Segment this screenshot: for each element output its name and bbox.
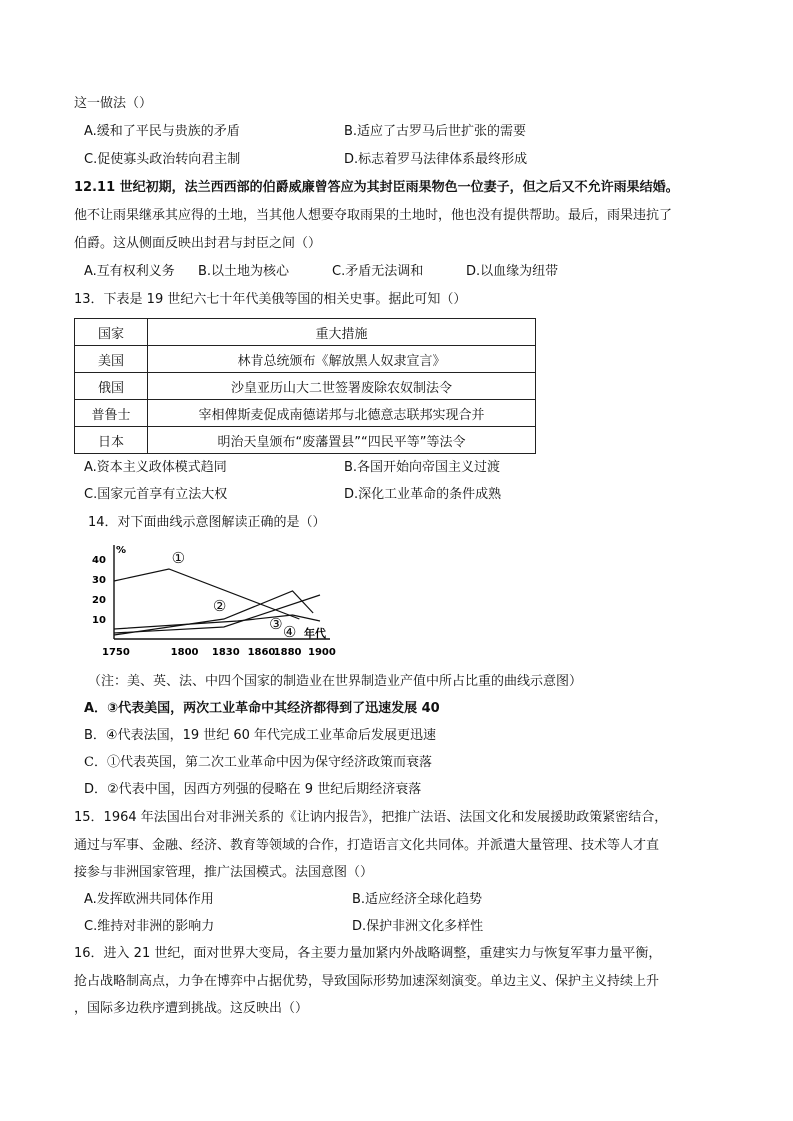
q16-stem-line-3: ，国际多边秩序遭到挑战。这反映出（）: [74, 1001, 309, 1016]
y-tick-label: 10: [92, 615, 106, 626]
q11-option-b: B.适应了古罗马后世扩张的需要: [344, 124, 527, 139]
table-header-country: 国家: [75, 319, 148, 346]
q15-option-d: D.保护非洲文化多样性: [352, 919, 484, 934]
table-cell-country: 俄国: [75, 373, 148, 400]
q15-option-b: B.适应经济全球化趋势: [352, 892, 483, 907]
manufacturing-share-chart: [90, 543, 340, 661]
table-row: [75, 346, 536, 373]
table-cell-measure: 林肯总统颁布《解放黑人奴隶宣言》: [148, 346, 536, 373]
q14-note: （注：美、英、法、中四个国家的制造业在世界制造业产值中所占比重的曲线示意图）: [88, 674, 583, 689]
q12-stem-line-2: 他不让雨果继承其应得的土地，当其他人想要夺取雨果的土地时，他也没有提供帮助。最后，雨果违抗了: [74, 208, 673, 223]
table-row: [75, 373, 536, 400]
table-cell-country: 日本: [75, 427, 148, 454]
q15-stem-line-1: 15．1964 年法国出台对非洲关系的《让讷内报告》，把推广法语、法国文化和发展援助政策紧密结合，: [74, 810, 668, 825]
table-row: [75, 400, 536, 427]
q12-stem-line-1: 12.11 世纪初期，法兰西西部的伯爵威廉曾答应为其封臣雨果物色一位妻子，但之后又不允许雨果结婚。: [74, 180, 679, 195]
q13-option-c: C.国家元首享有立法大权: [84, 487, 228, 502]
y-tick-label: 20: [92, 595, 106, 606]
table-row: [75, 427, 536, 454]
q15-stem-line-2: 通过与军事、金融、经济、教育等领域的合作，打造语言文化共同体。并派遣大量管理、技术等人才直: [74, 838, 660, 853]
y-tick-label: 40: [92, 555, 106, 566]
q14-option-a: A．③代表美国，两次工业革命中其经济都得到了迅速发展 40: [84, 701, 440, 716]
q11-option-c: C.促使寡头政治转向君主制: [84, 152, 241, 167]
table-header-row: [75, 319, 536, 346]
q11-option-d: D.标志着罗马法律体系最终形成: [344, 152, 528, 167]
chart-axes: [114, 545, 330, 639]
x-tick-label: 1860: [247, 647, 276, 658]
table-cell-measure: 宰相俾斯麦促成南德诺邦与北德意志联邦实现合并: [148, 400, 536, 427]
y-axis-unit-label: %: [116, 545, 127, 556]
q14-option-c: C．①代表英国，第二次工业革命中因为保守经济政策而衰落: [84, 755, 432, 770]
y-tick-label: 30: [92, 575, 106, 586]
table-cell-country: 美国: [75, 346, 148, 373]
x-tick-label: 1900: [308, 647, 336, 658]
table-cell-measure: 明治天皇颁布“废藩置县”“四民平等”等法令: [148, 427, 536, 454]
q14-option-d: D．②代表中国，因西方列强的侵略在 9 世纪后期经济衰落: [84, 782, 422, 797]
q13-history-table: [74, 318, 536, 454]
x-tick-label: 1800: [170, 647, 199, 658]
q13-option-b: B.各国开始向帝国主义过渡: [344, 460, 501, 475]
table-header-measure: 重大措施: [148, 319, 536, 346]
q16-stem-line-1: 16．进入 21 世纪，面对世界大变局，各主要力量加紧内外战略调整，重建实力与恢复军事力量平衡，: [74, 946, 662, 961]
table-cell-country: 普鲁士: [75, 400, 148, 427]
x-tick-label: 1750: [102, 647, 130, 658]
q14-option-b: B．④代表法国，19 世纪 60 年代完成工业革命后发展更迅速: [84, 728, 437, 743]
x-tick-label: 1830: [211, 647, 240, 658]
q11-option-a: A.缓和了平民与贵族的矛盾: [84, 124, 240, 139]
q12-option-d: D.以血缘为纽带: [466, 264, 559, 279]
series-marker-label: ③: [269, 615, 283, 633]
x-tick-label: 1880: [273, 647, 302, 658]
table-cell-measure: 沙皇亚历山大二世签署废除农奴制法令: [148, 373, 536, 400]
q13-option-a: A.资本主义政体模式趋同: [84, 460, 227, 475]
x-axis-label: 年代: [304, 627, 326, 640]
q12-option-a: A.互有权利义务: [84, 264, 175, 279]
q11-tail-text: 这一做法（）: [74, 96, 153, 111]
q13-option-d: D.深化工业革命的条件成熟: [344, 487, 502, 502]
chart-series: [114, 549, 320, 641]
series-marker-label: ②: [212, 597, 227, 615]
q14-stem: 14．对下面曲线示意图解读正确的是（）: [88, 515, 326, 530]
q12-option-b: B.以土地为核心: [198, 264, 290, 279]
q12-stem-line-3: 伯爵。这从侧面反映出封君与封臣之间（）: [74, 236, 322, 251]
series-marker-label: ①: [171, 549, 186, 567]
q13-stem: 13．下表是 19 世纪六七十年代美俄等国的相关史事。据此可知（）: [74, 292, 467, 307]
q12-option-c: C.矛盾无法调和: [332, 264, 424, 279]
q16-stem-line-2: 抢占战略制高点，力争在博弈中占据优势，导致国际形势加速深刻演变。单边主义、保护主义持续上升: [74, 974, 660, 989]
q15-option-c: C.维持对非洲的影响力: [84, 919, 215, 934]
q15-stem-line-3: 接参与非洲国家管理，推广法国模式。法国意图（）: [74, 865, 374, 880]
series-marker-label: ④: [282, 623, 297, 641]
q15-option-a: A.发挥欧洲共同体作用: [84, 892, 214, 907]
